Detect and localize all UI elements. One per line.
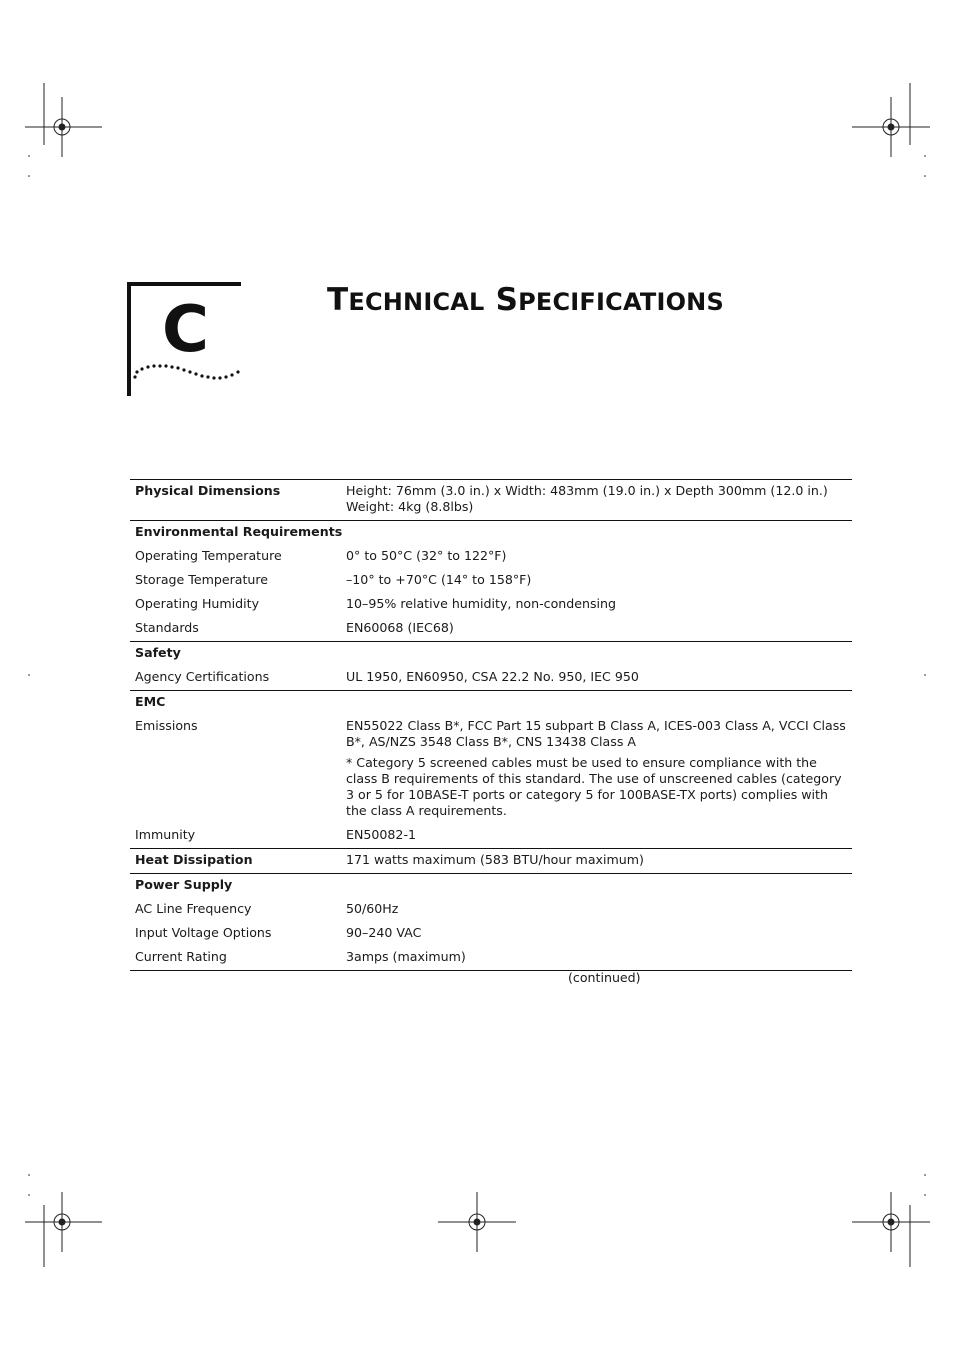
row-label: AC Line Frequency (135, 901, 252, 916)
immunity-value: EN50082-1 (346, 827, 416, 842)
emissions-value: EN55022 Class B*, FCC Part 15 subpart B Class A, ICES-003 Class A, VCCI Class B*, AS/NZS 3548 Class B*, CNS 13438 Class A (346, 718, 846, 749)
group-environmental (130, 520, 852, 641)
row-label: Operating Temperature (135, 548, 282, 563)
weight-text: Weight: 4kg (8.8lbs) (346, 499, 474, 514)
table-row (130, 593, 852, 617)
row-value: UL 1950, EN60950, CSA 22.2 No. 950, IEC 950 (346, 669, 639, 684)
title-cap-1: T (327, 282, 349, 318)
continued-note: (continued) (568, 970, 641, 985)
physical-dimensions-label: Physical Dimensions (135, 483, 281, 498)
table-row (130, 898, 852, 922)
row-value: 3amps (maximum) (346, 949, 466, 964)
table-row (130, 824, 852, 848)
row-value: EN60068 (IEC68) (346, 620, 454, 635)
table-row (130, 666, 852, 690)
group-safety (130, 641, 852, 690)
specifications-table (130, 479, 852, 971)
title-rest-1: ECHNICAL (348, 288, 485, 316)
row-value: 10–95% relative humidity, non-condensing (346, 596, 617, 611)
table-row (130, 946, 852, 970)
table-row (130, 617, 852, 641)
physical-dimensions-value (346, 483, 852, 515)
title-cap-2: S (495, 282, 519, 318)
row-label: Current Rating (135, 949, 227, 964)
chapter-letter: C (162, 293, 209, 367)
row-value: 0° to 50°C (32° to 122°F) (346, 548, 507, 563)
table-row (130, 480, 852, 520)
immunity-label: Immunity (135, 827, 196, 842)
table-row (130, 849, 852, 873)
power-supply-heading: Power Supply (135, 877, 233, 892)
row-label: Agency Certifications (135, 669, 270, 684)
row-label: Input Voltage Options (135, 925, 272, 940)
table-row (130, 569, 852, 593)
emc-heading: EMC (135, 694, 166, 709)
row-value: 50/60Hz (346, 901, 399, 916)
row-label: Operating Humidity (135, 596, 260, 611)
table-row (130, 715, 852, 755)
heat-dissipation-value: 171 watts maximum (583 BTU/hour maximum) (346, 852, 644, 867)
emissions-label: Emissions (135, 718, 198, 733)
table-row (130, 642, 852, 666)
row-label: Standards (135, 620, 199, 635)
table-row (130, 545, 852, 569)
table-row (130, 874, 852, 898)
row-label: Storage Temperature (135, 572, 269, 587)
safety-heading: Safety (135, 645, 181, 660)
row-value: –10° to +70°C (14° to 158°F) (346, 572, 532, 587)
table-row (130, 755, 852, 824)
environmental-heading: Environmental Requirements (135, 524, 343, 539)
heat-dissipation-label: Heat Dissipation (135, 852, 253, 867)
group-physical (130, 480, 852, 520)
dimensions-text: Height: 76mm (3.0 in.) x Width: 483mm (19.0 in.) x Depth 300mm (12.0 in.) (346, 483, 828, 498)
chapter-title (327, 278, 724, 324)
group-power (130, 873, 852, 970)
table-row (130, 691, 852, 715)
title-rest-2: PECIFICATIONS (518, 288, 724, 316)
table-row (130, 521, 852, 545)
row-value: 90–240 VAC (346, 925, 422, 940)
group-heat (130, 848, 852, 873)
table-row (130, 922, 852, 946)
group-emc (130, 690, 852, 848)
emissions-note: * Category 5 screened cables must be used to ensure compliance with the class B requirements of this standard. The use of unscreened cables (category 3 or 5 for 10BASE-T ports or category 5 for 100BASE-TX ports) complies with the class A requirements. (346, 755, 842, 818)
